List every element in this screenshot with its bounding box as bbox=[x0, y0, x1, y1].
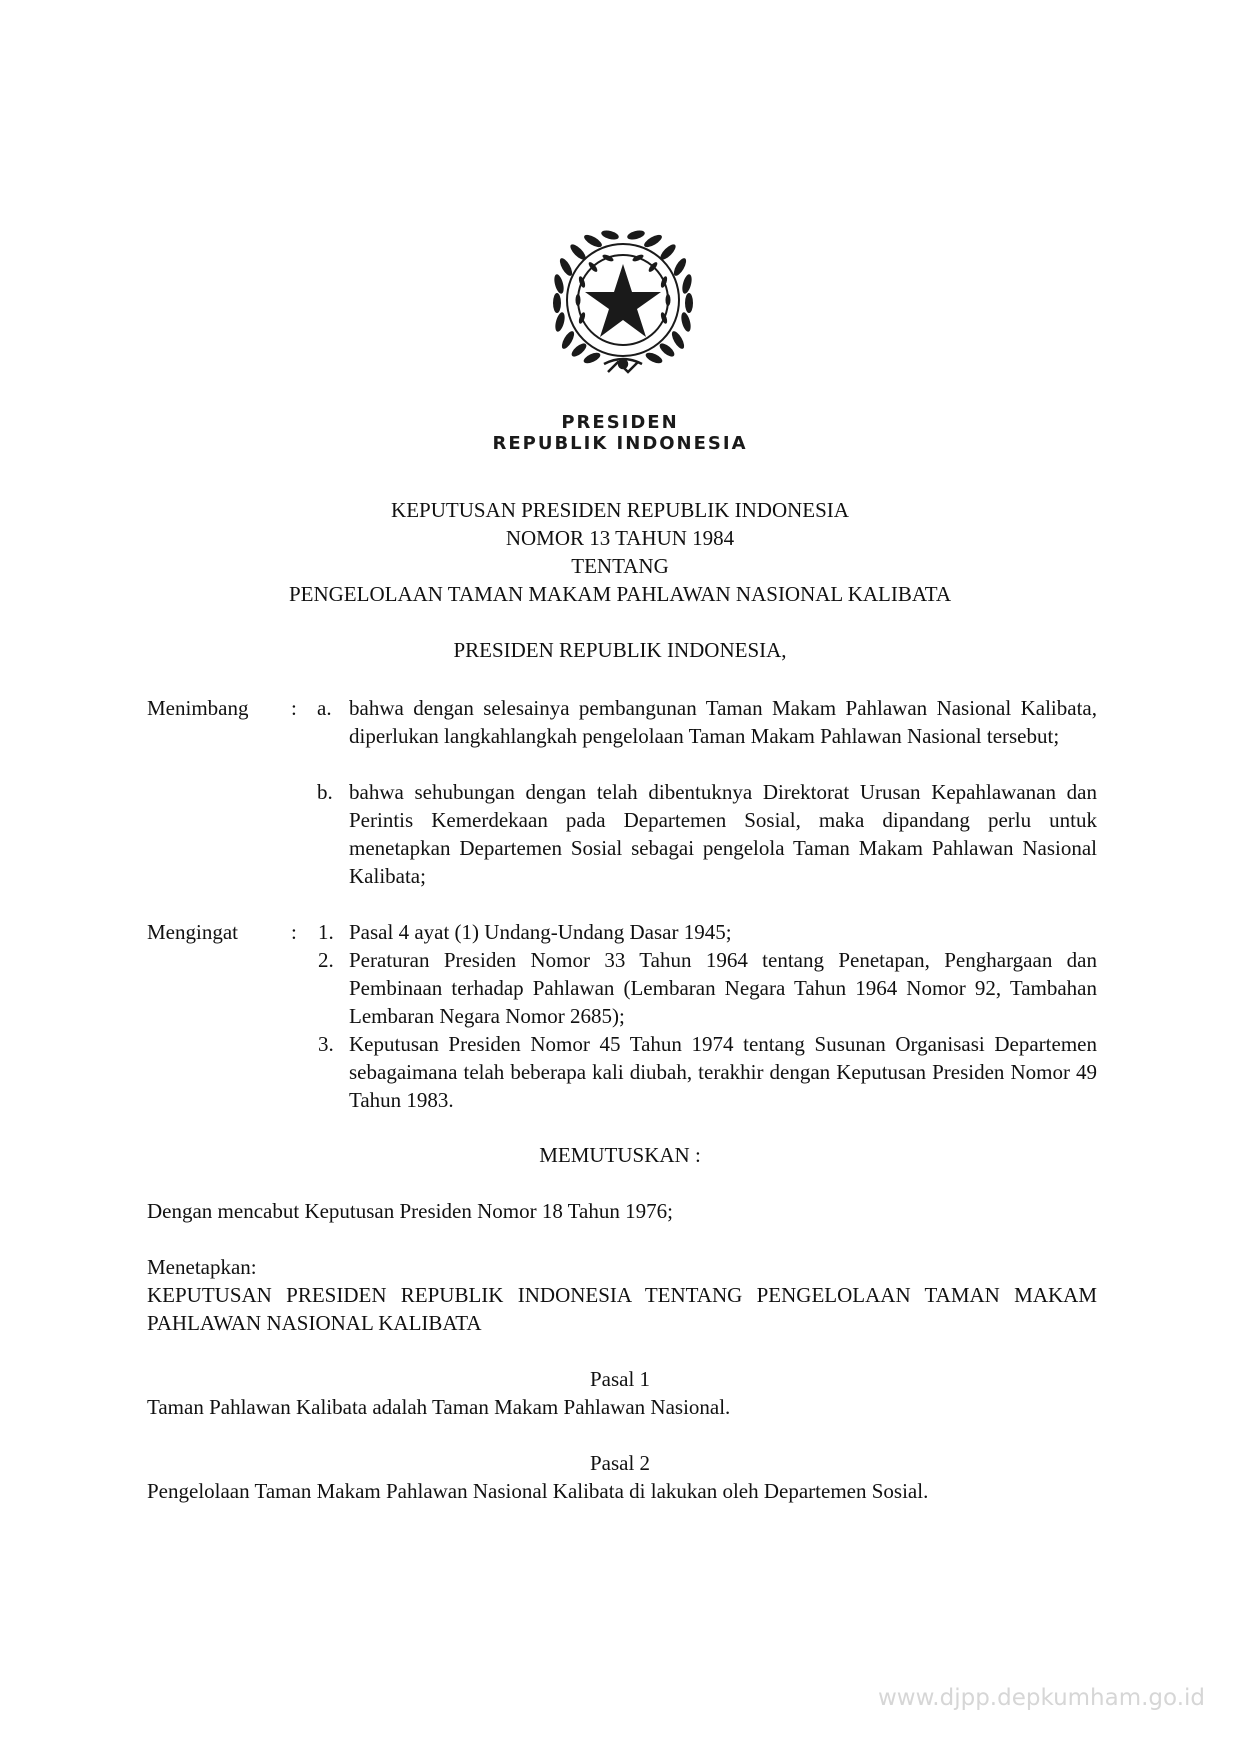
menetapkan-text: KEPUTUSAN PRESIDEN REPUBLIK INDONESIA TENTANG PENGELOLAAN TAMAN MAKAM PAHLAWAN NASIONAL KALIBATA bbox=[147, 1283, 1097, 1335]
watermark: www.djpp.depkumham.go.id bbox=[877, 1685, 1205, 1711]
institution-line-1: PRESIDEN bbox=[561, 412, 679, 433]
mengingat-marker-3: 3. bbox=[318, 1032, 334, 1056]
mengingat-item-2: Peraturan Presiden Nomor 33 Tahun 1964 tentang Penetapan, Penghargaan dan Pembinaan terhadap Pahlawan (Lembaran Negara Tahun 1964 Nomor 92, Tambahan Lembaran Negara Nomor 2685); bbox=[349, 948, 1097, 1028]
menimbang-colon: : bbox=[291, 696, 297, 720]
pasal-2-heading: Pasal 2 bbox=[589, 1451, 651, 1475]
institution-line-2: REPUBLIK INDONESIA bbox=[492, 433, 748, 454]
menimbang-label: Menimbang bbox=[147, 696, 249, 720]
title-line-3: TENTANG bbox=[571, 554, 669, 578]
mengingat-label: Mengingat bbox=[147, 920, 238, 944]
mengingat-item-1: Pasal 4 ayat (1) Undang-Undang Dasar 1945; bbox=[349, 920, 732, 944]
menimbang-item-a: bahwa dengan selesainya pembangunan Taman Makam Pahlawan Nasional Kalibata, diperlukan langkahlangkah pengelolaan Taman Makam Pahlawan Nasional tersebut; bbox=[349, 696, 1097, 748]
memutuskan-heading: MEMUTUSKAN : bbox=[539, 1143, 701, 1167]
menimbang-marker-b: b. bbox=[317, 780, 333, 804]
mengingat-item-3: Keputusan Presiden Nomor 45 Tahun 1974 tentang Susunan Organisasi Departemen sebagaimana telah beberapa kali diubah, terakhir dengan Keputusan Presiden Nomor 49 Tahun 1983. bbox=[349, 1032, 1097, 1112]
mencabut-text: Dengan mencabut Keputusan Presiden Nomor 18 Tahun 1976; bbox=[147, 1199, 673, 1223]
title-line-2: NOMOR 13 TAHUN 1984 bbox=[505, 526, 735, 550]
mengingat-colon: : bbox=[291, 920, 297, 944]
mengingat-marker-1: 1. bbox=[318, 920, 334, 944]
menimbang-item-b: bahwa sehubungan dengan telah dibentuknya Direktorat Urusan Kepahlawanan dan Perintis Kemerdekaan pada Departemen Sosial, maka dipandang perlu untuk menetapkan Departemen Sosial sebagai pengelola Taman Makam Pahlawan Nasional Kalibata; bbox=[349, 780, 1097, 888]
pasal-1-heading: Pasal 1 bbox=[589, 1367, 651, 1391]
issuer: PRESIDEN REPUBLIK INDONESIA, bbox=[453, 638, 787, 662]
title-line-1: KEPUTUSAN PRESIDEN REPUBLIK INDONESIA bbox=[391, 498, 849, 522]
pasal-2-text: Pengelolaan Taman Makam Pahlawan Nasional Kalibata di lakukan oleh Departemen Sosial. bbox=[147, 1479, 929, 1503]
pasal-1-text: Taman Pahlawan Kalibata adalah Taman Makam Pahlawan Nasional. bbox=[147, 1395, 731, 1419]
presidential-emblem-icon bbox=[538, 222, 708, 392]
mengingat-marker-2: 2. bbox=[318, 948, 334, 972]
title-line-4: PENGELOLAAN TAMAN MAKAM PAHLAWAN NASIONAL KALIBATA bbox=[288, 582, 952, 606]
menimbang-marker-a: a. bbox=[317, 696, 332, 720]
menetapkan-label: Menetapkan: bbox=[147, 1255, 257, 1279]
